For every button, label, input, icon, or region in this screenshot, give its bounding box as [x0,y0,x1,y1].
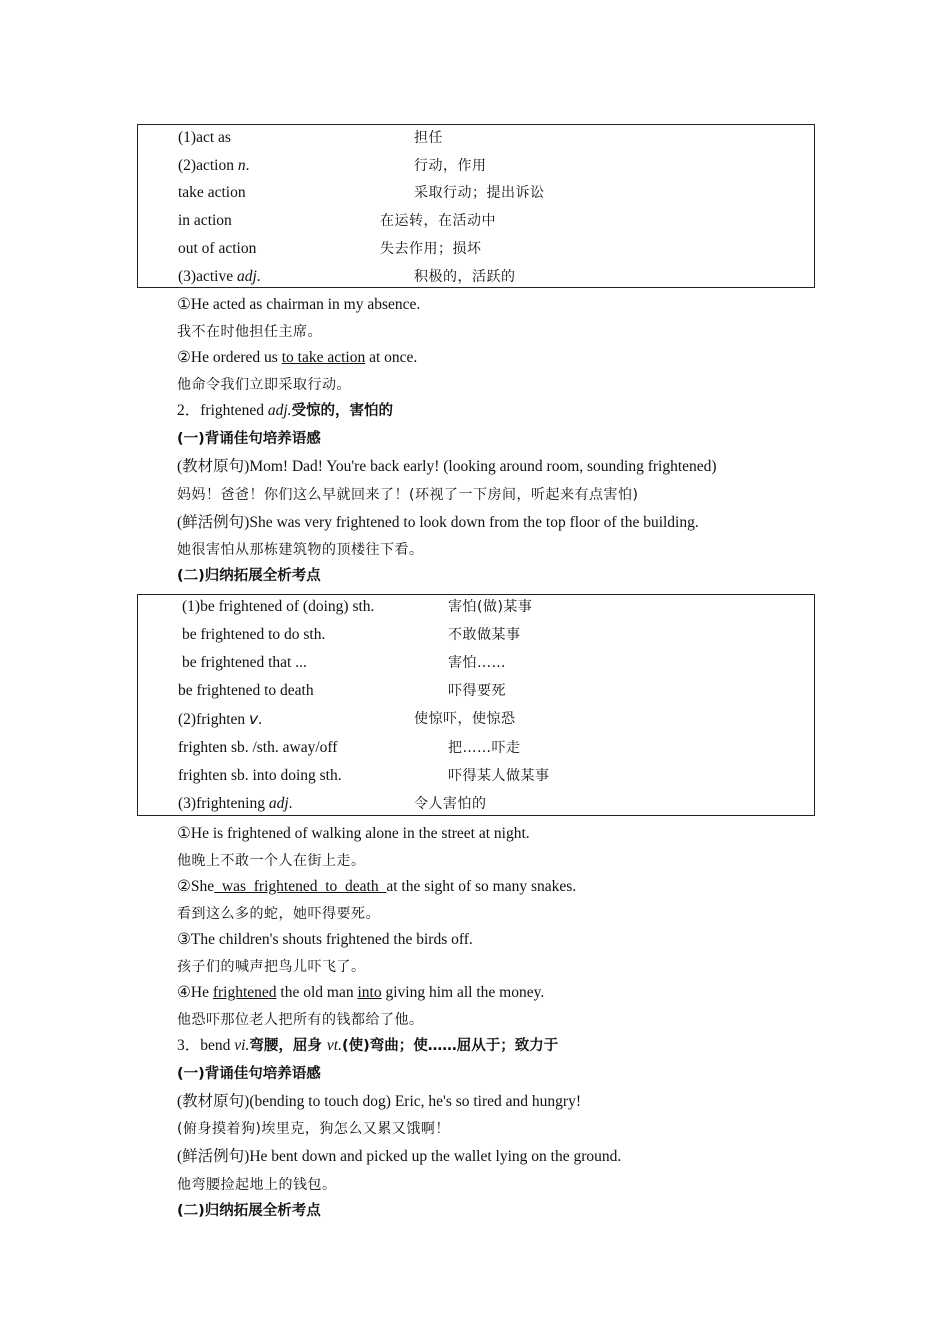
table-row [138,127,814,155]
phrase-cn: 令人害怕的 [414,796,487,812]
phrase-cn: 积极的，活跃的 [414,269,516,285]
table-row [138,155,814,183]
phrase-en: (2)frighten v. [178,710,263,728]
phrase-en: out of action [178,240,257,257]
table-row [138,708,814,736]
phrase-en: (1)act as [178,129,231,146]
example-translation: 孩子们的喊声把鸟儿吓飞了。 [177,959,366,975]
textbook-translation: 妈妈！爸爸！你们这么早就回来了！(环视了一下房间，听起来有点害怕) [177,487,639,503]
example-sentence: ②He ordered us to take action at once. [177,349,418,366]
fresh-translation: 他弯腰捡起地上的钱包。 [177,1177,337,1193]
phrase-en: (2)action n. [178,157,250,174]
table-row [138,680,814,708]
phrase-cn: 失去作用；损坏 [380,241,482,257]
table-row [138,652,814,680]
example-sentence: ③The children's shouts frightened the birds off. [177,931,473,948]
phrase-en: be frightened to do sth. [182,626,326,643]
phrase-cn: 不敢做某事 [448,627,521,643]
section-heading: (二)归纳拓展全析考点 [177,1203,321,1219]
example-translation: 他命令我们立即采取行动。 [177,377,351,393]
word-heading: 3．bend vi.弯腰，屈身 vt.(使)弯曲；使……屈从于；致力于 [177,1037,559,1054]
example-translation: 他晚上不敢一个人在街上走。 [177,853,366,869]
example-sentence: ②She was frightened to death at the sight of so many snakes. [177,878,577,895]
table-row [138,182,814,210]
fresh-example: (鲜活例句)She was very frightened to look down from the top floor of the building. [177,514,699,531]
phrase-en: take action [178,184,246,201]
example-translation: 看到这么多的蛇，她吓得要死。 [177,906,380,922]
example-sentence: ①He is frightened of walking alone in the street at night. [177,825,530,842]
phrase-cn: 行动，作用 [414,158,487,174]
table-row [138,765,814,793]
word-heading: 2．frightened adj.受惊的，害怕的 [177,402,394,419]
phrase-en: frighten sb. into doing sth. [178,767,342,784]
fresh-example: (鲜活例句)He bent down and picked up the wallet lying on the ground. [177,1148,622,1165]
table-row [138,737,814,765]
phrase-en: be frightened that ... [182,654,307,671]
textbook-translation: (俯身摸着狗)埃里克，狗怎么又累又饿啊！ [177,1121,450,1137]
example-sentence: ①He acted as chairman in my absence. [177,296,421,313]
table-row [138,238,814,266]
phrase-en: (1)be frightened of (doing) sth. [182,598,375,615]
table-row [138,266,814,294]
section-heading: (一)背诵佳句培养语感 [177,1066,321,1082]
table-row [138,793,814,821]
phrase-table-frighten [137,594,815,816]
table-row [138,210,814,238]
phrase-table-act [137,124,815,288]
phrase-cn: 在运转，在活动中 [380,213,496,229]
phrase-en: (3)frightening adj. [178,795,293,812]
phrase-cn: 采取行动；提出诉讼 [414,185,545,201]
phrase-cn: 吓得要死 [448,683,506,699]
phrase-en: (3)active adj. [178,268,261,285]
example-translation: 他恐吓那位老人把所有的钱都给了他。 [177,1012,424,1028]
table-row [138,596,814,624]
phrase-cn: 害怕(做)某事 [448,599,533,615]
fresh-translation: 她很害怕从那栋建筑物的顶楼往下看。 [177,542,424,558]
example-translation: 我不在时他担任主席。 [177,324,322,340]
phrase-cn: 害怕…… [448,655,506,671]
example-sentence: ④He frightened the old man into giving him all the money. [177,984,545,1001]
phrase-cn: 把……吓走 [448,740,521,756]
phrase-en: be frightened to death [178,682,314,699]
phrase-cn: 担任 [414,130,443,146]
table-row [138,624,814,652]
textbook-sentence: (教材原句)Mom! Dad! You're back early! (looking around room, sounding frightened) [177,458,717,475]
phrase-en: in action [178,212,232,229]
phrase-en: frighten sb. /sth. away/off [178,739,338,756]
textbook-sentence: (教材原句)(bending to touch dog) Eric, he's so tired and hungry! [177,1093,581,1110]
phrase-cn: 吓得某人做某事 [448,768,550,784]
section-heading: (一)背诵佳句培养语感 [177,431,321,447]
section-heading: (二)归纳拓展全析考点 [177,568,321,584]
phrase-cn: 使惊吓，使惊恐 [414,711,516,727]
